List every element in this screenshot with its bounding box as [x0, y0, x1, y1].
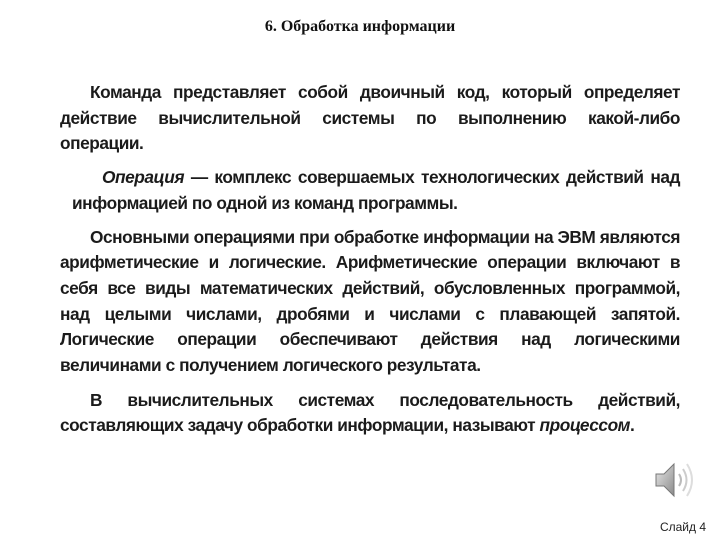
- speaker-icon[interactable]: [650, 458, 700, 502]
- paragraph-process: [60, 388, 680, 439]
- slide-number: Слайд 4: [659, 520, 706, 534]
- term-operation: Операция: [102, 167, 185, 188]
- paragraph-operations: Основными операциями при обработке информации на ЭВМ являются арифметические и логические. Арифметические операции включают в себя все виды математических действий, обусловленных программой, над целыми числами, дробями и числами с плавающей запятой. Логические операции обеспечивают действия над логическими величинами с получением логического результата.: [60, 226, 680, 376]
- paragraph-operation-definition: [60, 165, 680, 216]
- page-title: 6. Обработка информации: [264, 18, 456, 35]
- process-text: В вычислительных системах последовательность действий, составляющих задачу обработки информации, называют: [60, 389, 680, 436]
- process-end: .: [630, 415, 635, 436]
- term-process: процессом: [539, 415, 631, 436]
- scanned-text: [60, 80, 680, 439]
- operation-definition-text: — комплекс совершаемых технологических действий над информацией по одной из команд программы.: [72, 167, 680, 213]
- paragraph-command: Команда представляет собой двоичный код, который определяет действие вычислительной системы по выполнению какой-либо операции.: [60, 82, 680, 154]
